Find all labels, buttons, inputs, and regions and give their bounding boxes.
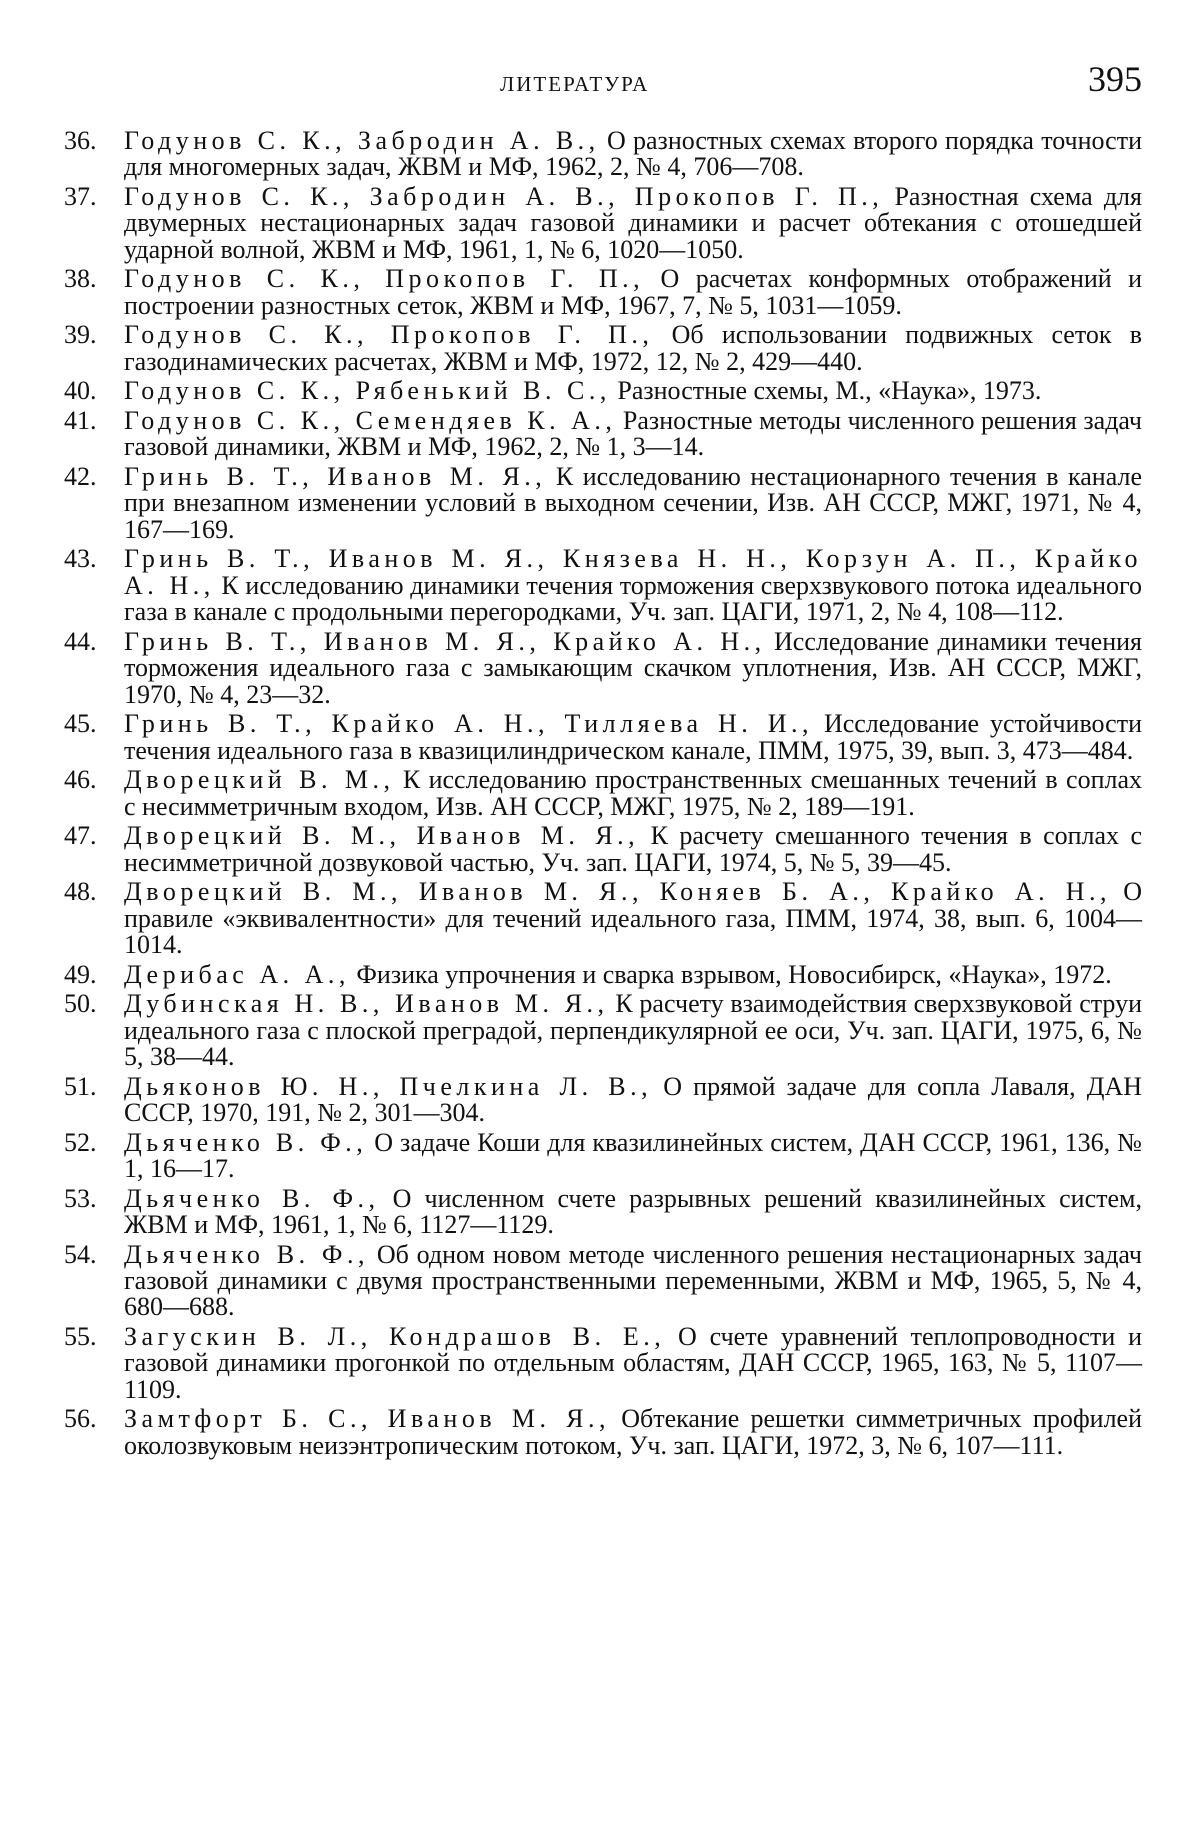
reference-item	[0, 1406, 1142, 1459]
reference-number: 56.	[64, 1404, 97, 1434]
reference-authors: Годунов С. К., Забродин А. В.,	[124, 126, 600, 155]
reference-authors: Годунов С. К., Прокопов Г. П.,	[124, 320, 654, 350]
reference-number: 47.	[64, 821, 97, 851]
reference-text: К исследованию нестационарного течения в канале при внезапном изменении условий в выходном сечении, Изв. АН СССР, МЖГ, 1971, № 4, 167—169.	[124, 462, 1142, 544]
reference-item	[0, 1324, 1142, 1403]
reference-text: К расчету смешанного течения в соплах с несимметричной дозвуковой частью, Уч. зап. ЦАГИ, 1974, 5, № 5, 39—45.	[124, 821, 1143, 877]
reference-number: 45.	[64, 709, 97, 739]
reference-number: 37.	[64, 182, 97, 211]
reference-item	[0, 879, 1142, 958]
reference-authors: Дьяченко В. Ф.,	[124, 1239, 369, 1269]
reference-text: К расчету взаимодействия сверхзвуковой струи идеального газа с плоской преградой, перпендикулярной ее оси, Уч. зап. ЦАГИ, 1975, 6, № 5, 38—44.	[124, 989, 1142, 1072]
reference-item	[0, 1071, 1142, 1128]
reference-number: 52.	[64, 1127, 97, 1157]
reference-number: 49.	[64, 959, 97, 989]
reference-number: 51.	[64, 1071, 97, 1101]
reference-text: Об использовании подвижных сеток в газодинамических расчетах, ЖВМ и МФ, 1972, 12, № 2, 429—440.	[124, 320, 1142, 376]
reference-text: Обтекание решетки симметричных профилей околозвуковым неизэнтропическим потоком, Уч. зап. ЦАГИ, 1972, 3, № 6, 107—111.	[124, 1404, 1143, 1460]
reference-item	[0, 959, 1142, 989]
reference-item	[0, 1239, 1142, 1322]
reference-authors: Дьяченко В. Ф.,	[124, 1183, 380, 1213]
reference-number: 42.	[64, 462, 97, 491]
reference-text: Разностная схема для двумерных нестационарных задач газовой динамики и расчет обтекания с отошедшей ударной волной, ЖВМ и МФ, 1961, 1, № 6, 1020—1050.	[124, 182, 1142, 264]
reference-authors: Дворецкий В. М., Иванов М. Я., Коняев Б. А., Крайко А. Н.,	[124, 877, 1112, 907]
reference-authors: Гринь В. Т., Иванов М. Я.,	[124, 462, 547, 491]
running-title: ЛИТЕРАТУРА	[500, 72, 650, 96]
reference-item	[0, 1127, 1142, 1184]
reference-list	[0, 128, 1200, 1462]
reference-item	[0, 266, 1142, 319]
reference-authors: Загускин В. Л., Кондрашов В. Е.,	[124, 1322, 666, 1352]
reference-number: 39.	[64, 320, 97, 350]
reference-authors: Годунов С. К., Семендяев К. А.,	[124, 406, 617, 435]
reference-authors: Дьяконов Ю. Н., Пчелкина Л. В.,	[124, 1071, 653, 1101]
reference-text: Исследование динамики течения торможения идеального газа с замыкающим скачком уплотнения, Изв. АН СССР, МЖГ, 1970, № 4, 23—32.	[124, 626, 1142, 709]
reference-text: О разностных схемах второго порядка точности для многомерных задач, ЖВМ и МФ, 1962, 2, № 4, 706—708.	[124, 126, 1142, 182]
reference-item	[0, 378, 1142, 404]
reference-item	[0, 184, 1142, 263]
page-header	[0, 58, 1200, 108]
reference-text: Об одном новом методе численного решения нестационарных задач газовой динамики с двумя пространственными переменными, ЖВМ и МФ, 1965, 5, № 4, 680—688.	[124, 1239, 1142, 1322]
reference-authors: Дворецкий В. М.,	[124, 765, 395, 795]
reference-text: О задаче Коши для квазилинейных систем, ДАН СССР, 1961, 136, № 1, 16—17.	[124, 1127, 1142, 1184]
reference-text: Разностные схемы, М., «Наука», 1973.	[610, 376, 1042, 406]
reference-item	[0, 711, 1142, 764]
reference-number: 55.	[64, 1322, 97, 1352]
reference-item	[0, 128, 1142, 181]
reference-authors: Гринь В. Т., Иванов М. Я., Князева Н. Н., Корзун А. П., Крайко А. Н.,	[124, 544, 1142, 600]
reference-number: 50.	[64, 989, 97, 1019]
reference-number: 36.	[64, 126, 97, 155]
reference-number: 46.	[64, 765, 97, 795]
reference-authors: Гринь В. Т., Иванов М. Я., Крайко А. Н.,	[124, 626, 766, 656]
reference-item	[0, 546, 1142, 625]
reference-item	[0, 823, 1142, 876]
reference-number: 44.	[64, 626, 97, 656]
reference-authors: Дерибас А. А.,	[124, 959, 350, 989]
reference-number: 41.	[64, 406, 97, 435]
reference-text: О счете уравнений теплопроводности и газовой динамики прогонкой по отдельным областям, ДАН СССР, 1965, 163, № 5, 1107—1109.	[124, 1322, 1142, 1404]
reference-number: 43.	[64, 544, 97, 574]
reference-text: О численном счете разрывных решений квазилинейных систем, ЖВМ и МФ, 1961, 1, № 6, 1127—1129.	[124, 1183, 1142, 1240]
reference-text: Физика упрочнения и сварка взрывом, Новосибирск, «Наука», 1972.	[349, 959, 1112, 989]
reference-text: К исследованию динамики течения торможения сверхзвукового потока идеального газа в канале с продольными перегородками, Уч. зап. ЦАГИ, 1971, 2, № 4, 108—112.	[124, 570, 1142, 627]
reference-authors: Дьяченко В. Ф.,	[124, 1127, 368, 1157]
reference-item	[0, 626, 1142, 709]
reference-number: 48.	[64, 877, 97, 907]
reference-authors: Дубинская Н. В., Иванов М. Я.,	[124, 989, 609, 1019]
reference-text: Разностные методы численного решения задач газовой динамики, ЖВМ и МФ, 1962, 2, № 1, 3—14.	[124, 406, 1142, 462]
reference-number: 38.	[64, 264, 97, 294]
reference-text: О прямой задаче для сопла Лаваля, ДАН СССР, 1970, 191, № 2, 301—304.	[124, 1071, 1142, 1128]
reference-item	[0, 767, 1142, 820]
reference-item	[0, 464, 1142, 543]
reference-item	[0, 1183, 1142, 1240]
reference-number: 54.	[64, 1239, 97, 1269]
page-number: 395	[1088, 59, 1142, 99]
reference-number: 40.	[64, 376, 97, 406]
reference-authors: Замтфорт Б. С., Иванов М. Я.,	[124, 1404, 611, 1434]
reference-authors: Гринь В. Т., Крайко А. Н., Тилляева Н. И.,	[124, 709, 813, 739]
reference-number: 53.	[64, 1183, 97, 1213]
reference-text: О расчетах конформных отображений и построении разностных сеток, ЖВМ и МФ, 1967, 7, № 5, 1031—1059.	[124, 264, 1142, 320]
reference-text: О правиле «эквивалентности» для течений идеального газа, ПММ, 1974, 38, вып. 6, 1004—1014.	[124, 877, 1142, 960]
reference-authors: Дворецкий В. М., Иванов М. Я.,	[124, 821, 640, 851]
reference-item	[0, 991, 1142, 1070]
reference-text: К исследованию пространственных смешанных течений в соплах с несимметричным входом, Изв. АН СССР, МЖГ, 1975, № 2, 189—191.	[124, 765, 1142, 821]
reference-authors: Годунов С. К., Забродин А. В., Прокопов Г. П.,	[124, 182, 884, 211]
reference-authors: Годунов С. К., Прокопов Г. П.,	[124, 264, 645, 294]
reference-item	[0, 408, 1142, 461]
reference-text: Исследование устойчивости течения идеального газа в квазицилиндрическом канале, ПММ, 1975, 39, вып. 3, 473—484.	[124, 709, 1143, 765]
reference-item	[0, 322, 1142, 375]
reference-authors: Годунов С. К., Рябенький В. С.,	[124, 376, 611, 406]
